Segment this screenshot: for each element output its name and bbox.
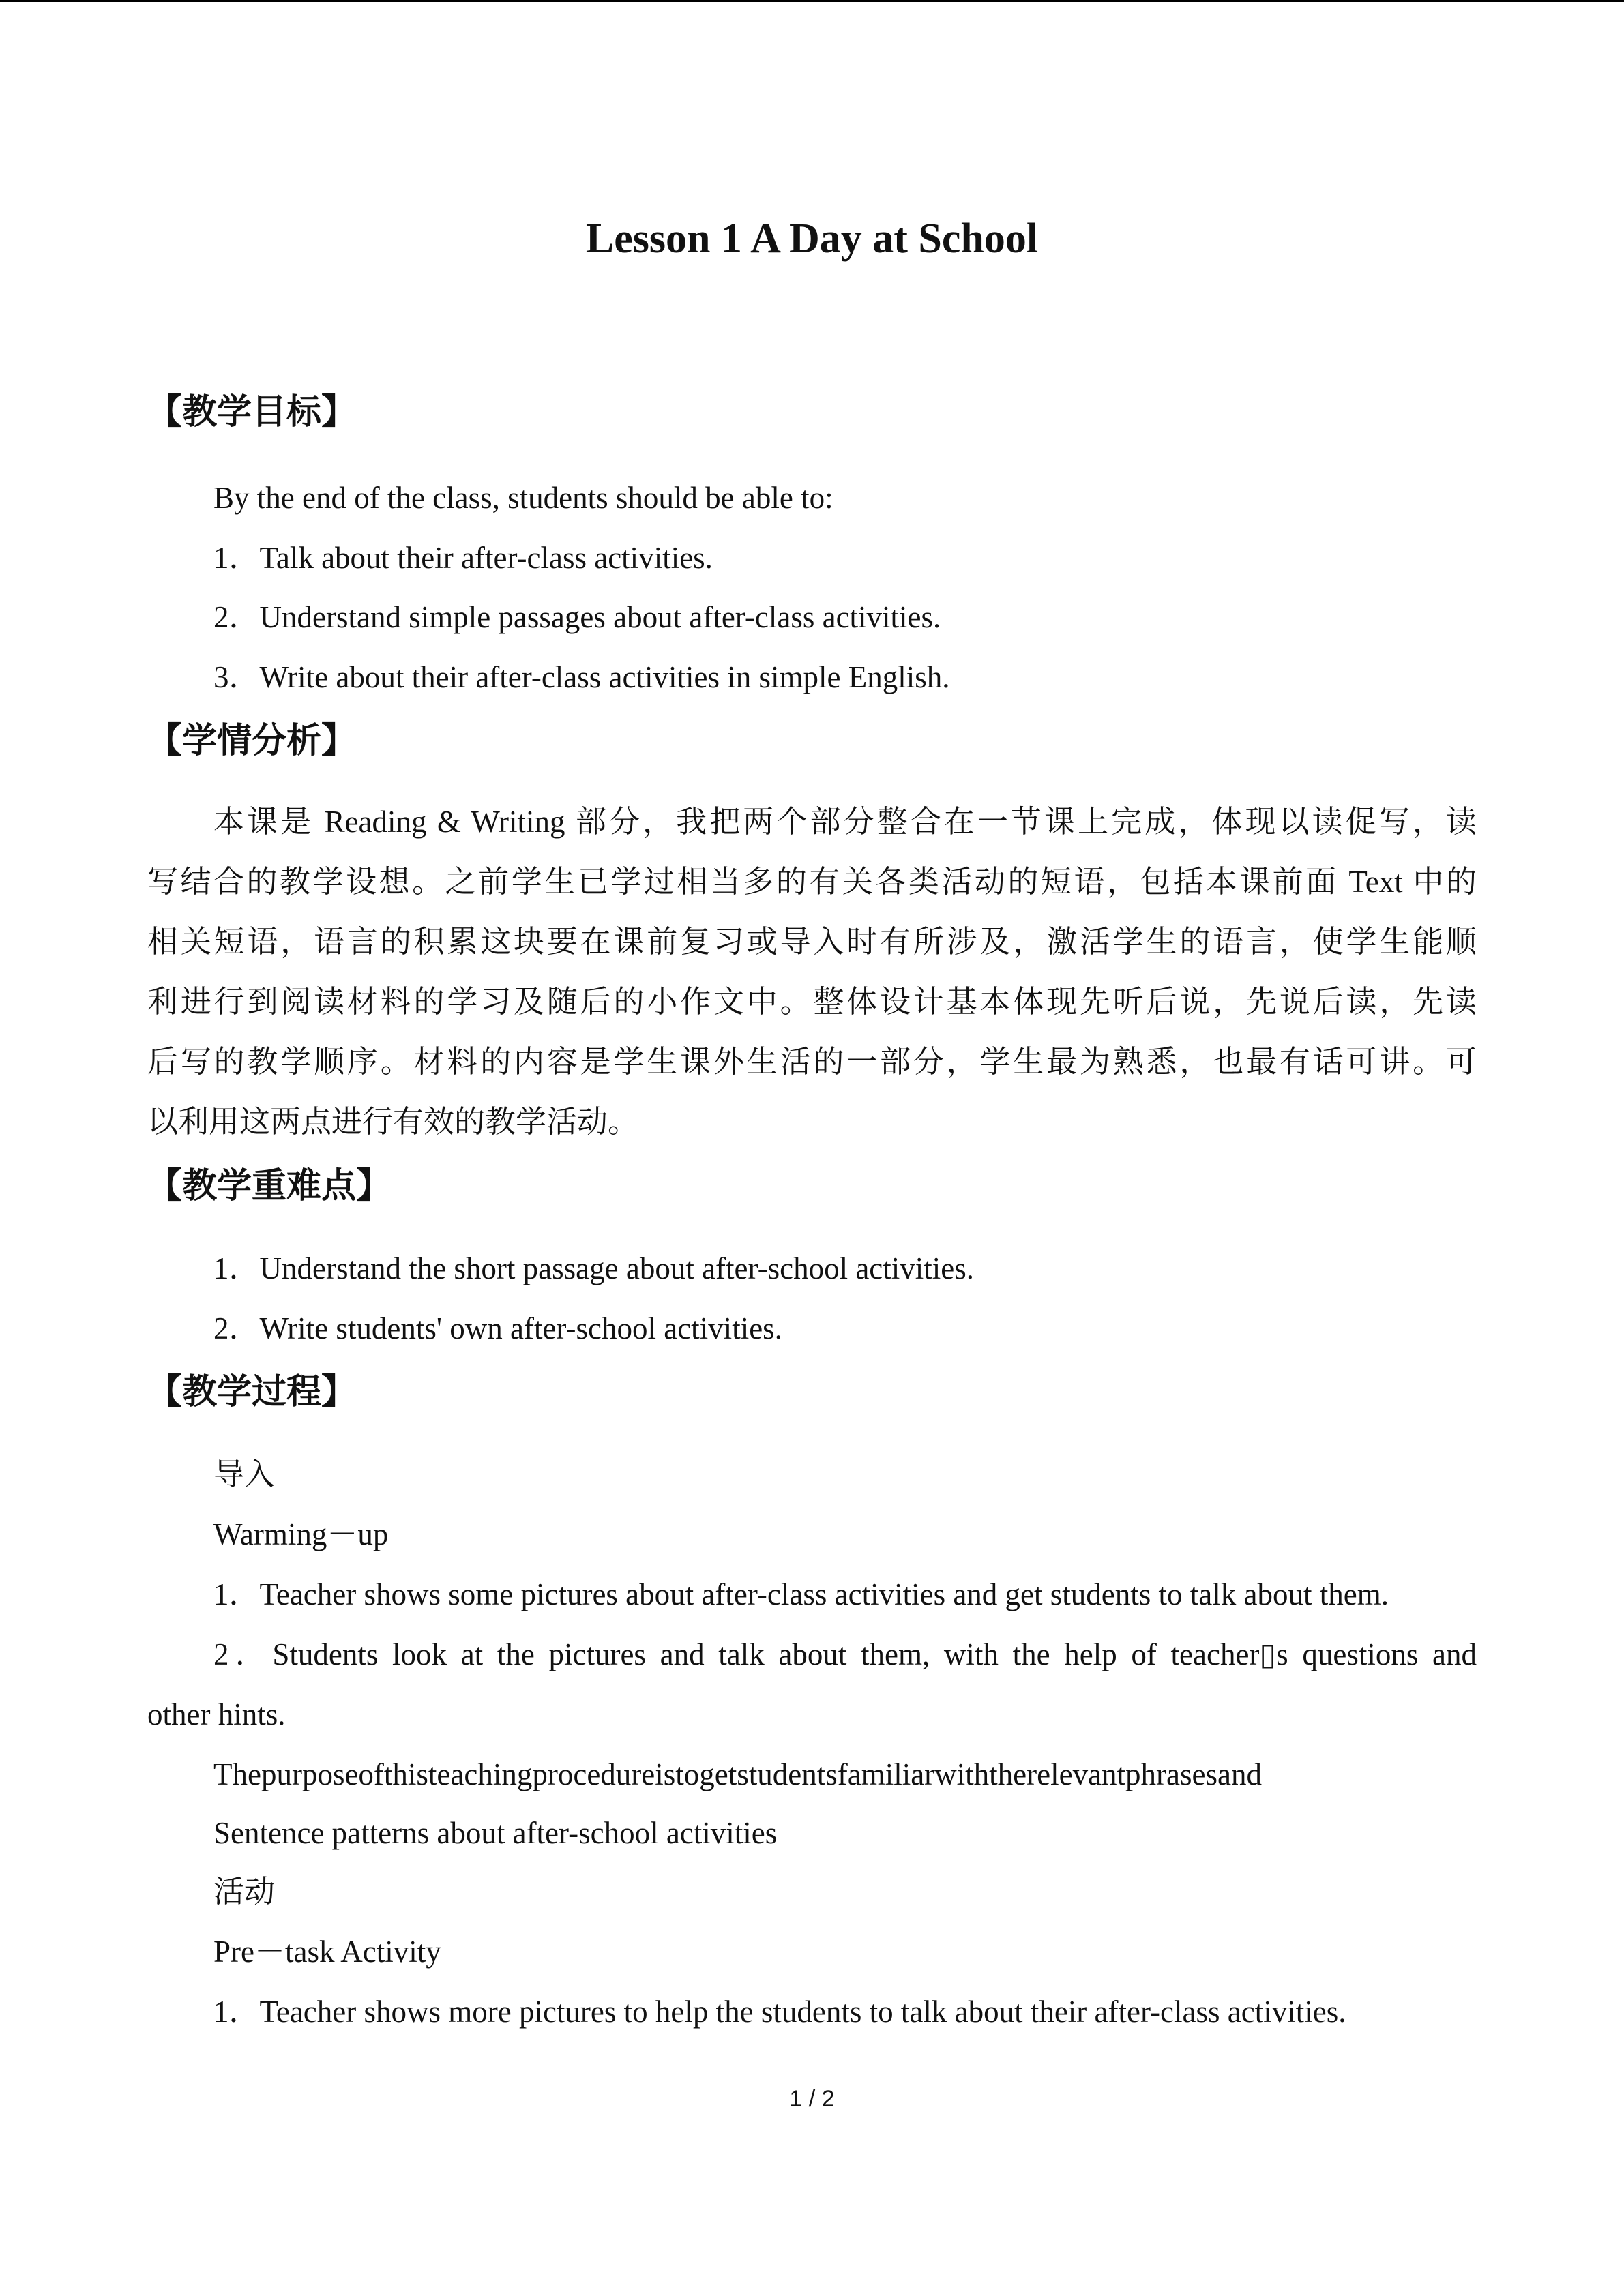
process-subheading: 活动 <box>213 1875 276 1909</box>
process-subheading: 导入 <box>213 1457 276 1491</box>
document-page <box>147 0 1477 2296</box>
key-points-heading: 【教学重难点】 <box>147 1166 392 1206</box>
process-subheading: Warming－up <box>213 1517 389 1551</box>
process-line: 1．Teacher shows more pictures to help the students to talk about their after-class activities. <box>213 1995 1346 2029</box>
objectives-intro: By the end of the class, students should be able to: <box>213 481 833 515</box>
process-heading: 【教学过程】 <box>147 1372 357 1412</box>
analysis-line: 利进行到阅读材料的学习及随后的小作文中。整体设计基本体现先听后说，先说后读，先读 <box>147 985 1477 1019</box>
process-line: other hints. <box>147 1697 286 1731</box>
analysis-line: 本课是 Reading & Writing 部分，我把两个部分整合在一节课上完成，体现以读促写，读 <box>213 805 1477 839</box>
analysis-line: 写结合的教学设想。之前学生已学过相当多的有关各类活动的短语，包括本课前面 Text 中的 <box>147 865 1477 899</box>
process-line: Sentence patterns about after-school activities <box>213 1816 778 1850</box>
analysis-heading: 【学情分析】 <box>147 721 357 761</box>
objectives-heading: 【教学目标】 <box>147 392 357 432</box>
process-subheading: Pre－task Activity <box>213 1935 441 1969</box>
objective-item: 1．Talk about their after-class activities. <box>213 541 713 575</box>
key-point-item: 2．Write students' own after-school activities. <box>213 1311 782 1345</box>
key-point-item: 1．Understand the short passage about after-school activities. <box>213 1251 975 1285</box>
process-line: Thepurposeofthisteachingprocedureistogetstudentsfamiliarwiththerelevantphrasesand <box>213 1757 1262 1791</box>
page-number: 1 / 2 <box>789 2086 835 2112</box>
process-line: 2．Students look at the pictures and talk about them, with the help of teacher▯s questions and <box>213 1637 1477 1671</box>
lesson-title: Lesson 1 A Day at School <box>585 215 1039 262</box>
analysis-line: 以利用这两点进行有效的教学活动。 <box>147 1105 639 1139</box>
objective-item: 2．Understand simple passages about after-class activities. <box>213 600 941 634</box>
analysis-line: 相关短语，语言的积累这块要在课前复习或导入时有所涉及，激活学生的语言，使学生能顺 <box>147 925 1477 959</box>
analysis-line: 后写的教学顺序。材料的内容是学生课外生活的一部分，学生最为熟悉，也最有话可讲。可 <box>147 1045 1477 1079</box>
objective-item: 3．Write about their after-class activities in simple English. <box>213 660 950 694</box>
process-line: 1．Teacher shows some pictures about after-class activities and get students to talk about them. <box>213 1577 1389 1611</box>
